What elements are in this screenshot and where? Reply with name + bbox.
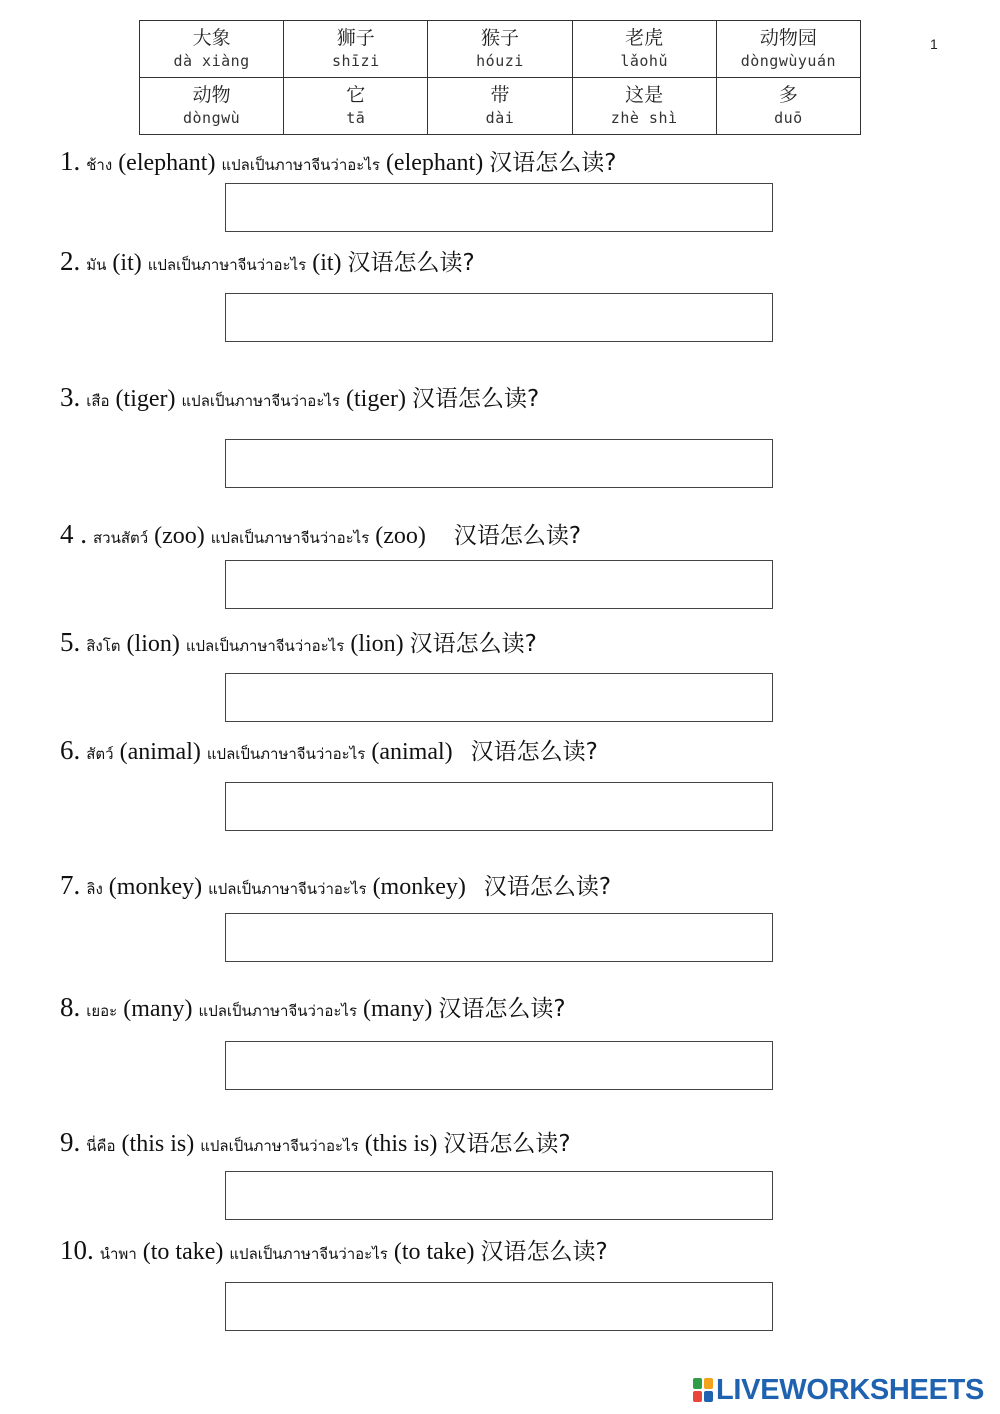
question-english-word: (it): [112, 250, 142, 276]
vocabulary-table: [139, 20, 861, 135]
question-thai-instruction: แปลเป็นภาษาจีนว่าอะไร: [221, 156, 380, 174]
answer-input-10[interactable]: [225, 1282, 773, 1331]
vocab-pinyin: shīzi: [331, 52, 380, 70]
question-chinese-instruction: 汉语怎么读?: [483, 874, 612, 900]
question-english-repeat: (elephant): [385, 150, 484, 176]
question-thai-instruction: แปลเป็นภาษาจีนว่าอะไร: [185, 637, 345, 655]
question-number: 9.: [60, 1127, 81, 1157]
question-4-prompt: [60, 517, 581, 550]
question-english-word: (this is): [121, 1131, 195, 1157]
answer-input-7[interactable]: [225, 913, 773, 962]
vocab-cell: [284, 21, 428, 78]
vocab-cell: [284, 78, 428, 135]
answer-input-6[interactable]: [225, 782, 773, 831]
vocab-cell: [140, 78, 284, 135]
vocab-hanzi: 带: [490, 84, 510, 106]
answer-input-9[interactable]: [225, 1171, 773, 1220]
vocab-cell: [428, 21, 572, 78]
liveworksheets-logo-icon: [693, 1378, 713, 1402]
vocab-cell: [716, 21, 860, 78]
vocab-cell: [716, 78, 860, 135]
question-thai-word: ลิง: [86, 880, 103, 898]
question-number: 6.: [60, 735, 81, 765]
question-thai-instruction: แปลเป็นภาษาจีนว่าอะไร: [206, 745, 366, 763]
answer-input-8[interactable]: [225, 1041, 773, 1090]
question-number: 3.: [60, 382, 81, 412]
answer-input-1[interactable]: [225, 183, 773, 232]
question-number: 8.: [60, 992, 81, 1022]
vocab-pinyin: tā: [346, 109, 366, 127]
question-thai-word: เยอะ: [86, 1002, 118, 1020]
question-english-repeat: (to take): [393, 1239, 475, 1265]
question-english-word: (animal): [119, 739, 201, 765]
question-number: 7.: [60, 870, 81, 900]
question-number: 4 .: [60, 519, 87, 549]
question-number: 5.: [60, 627, 81, 657]
question-chinese-instruction: 汉语怎么读?: [409, 631, 537, 657]
question-5-prompt: [60, 625, 537, 658]
vocab-hanzi: 这是: [625, 84, 664, 106]
question-english-repeat: (monkey): [372, 874, 466, 900]
vocab-hanzi: 大象: [192, 27, 231, 49]
question-english-repeat: (tiger): [345, 386, 406, 412]
vocab-pinyin: lǎohǔ: [620, 52, 668, 70]
question-thai-word: ช้าง: [86, 156, 113, 174]
question-chinese-instruction: 汉语怎么读?: [480, 1239, 608, 1265]
vocab-hanzi: 多: [778, 84, 798, 106]
vocab-cell: [140, 21, 284, 78]
question-9-prompt: [60, 1125, 571, 1158]
vocab-pinyin: dòngwù: [183, 109, 241, 127]
question-thai-word: เสือ: [86, 392, 110, 410]
answer-input-2[interactable]: [225, 293, 773, 342]
question-english-repeat: (many): [363, 996, 433, 1022]
question-thai-word: มัน: [86, 256, 107, 274]
answer-input-3[interactable]: [225, 439, 773, 488]
vocab-pinyin: zhè shì: [610, 109, 678, 127]
vocab-hanzi: 老虎: [625, 27, 664, 49]
vocab-cell: [428, 78, 572, 135]
question-english-repeat: (lion): [350, 631, 404, 657]
question-english-word: (to take): [142, 1239, 224, 1265]
question-english-repeat: (animal): [371, 739, 453, 765]
question-thai-instruction: แปลเป็นภาษาจีนว่าอะไร: [200, 1137, 359, 1155]
vocab-pinyin: hóuzi: [476, 52, 524, 70]
question-number: 2.: [60, 246, 81, 276]
question-thai-word: นำพา: [99, 1245, 137, 1263]
question-6-prompt: [60, 733, 598, 766]
vocab-hanzi: 动物园: [759, 27, 817, 49]
vocab-pinyin: dà xiàng: [173, 52, 250, 70]
question-number: 1.: [60, 146, 81, 176]
question-chinese-instruction: 汉语怎么读?: [489, 150, 617, 176]
question-english-repeat: (zoo): [375, 523, 426, 549]
vocab-cell: [572, 21, 716, 78]
question-7-prompt: [60, 868, 611, 901]
vocab-pinyin: dài: [485, 109, 515, 127]
question-thai-instruction: แปลเป็นภาษาจีนว่าอะไร: [229, 1245, 388, 1263]
question-thai-instruction: แปลเป็นภาษาจีนว่าอะไร: [198, 1002, 358, 1020]
question-chinese-instruction: 汉语怎么读?: [470, 739, 598, 765]
answer-input-5[interactable]: [225, 673, 773, 722]
question-2-prompt: [60, 244, 475, 277]
question-chinese-instruction: 汉语怎么读?: [438, 996, 566, 1022]
question-english-word: (zoo): [154, 523, 205, 549]
question-thai-word: สวนสัตว์: [93, 529, 149, 547]
vocab-hanzi: 狮子: [336, 27, 375, 49]
question-3-prompt: [60, 380, 539, 413]
question-english-repeat: (this is): [364, 1131, 438, 1157]
question-english-repeat: (it): [312, 250, 342, 276]
liveworksheets-brand[interactable]: [693, 1373, 984, 1407]
vocab-cell: [572, 78, 716, 135]
question-english-word: (many): [123, 996, 193, 1022]
question-english-word: (lion): [126, 631, 180, 657]
vocab-hanzi: 猴子: [480, 27, 519, 49]
question-thai-word: สิงโต: [86, 637, 121, 655]
vocab-pinyin: duō: [774, 109, 803, 127]
liveworksheets-wordmark: LIVEWORKSHEETS: [716, 1373, 985, 1406]
question-chinese-instruction: 汉语怎么读?: [411, 386, 540, 412]
question-thai-instruction: แปลเป็นภาษาจีนว่าอะไร: [208, 880, 367, 898]
vocab-hanzi: 动物: [192, 84, 231, 106]
vocab-hanzi: 它: [346, 84, 366, 106]
question-english-word: (tiger): [115, 386, 176, 412]
question-number: 10.: [60, 1235, 94, 1265]
question-thai-instruction: แปลเป็นภาษาจีนว่าอะไร: [210, 529, 370, 547]
question-thai-word: สัตว์: [86, 745, 114, 763]
question-thai-instruction: แปลเป็นภาษาจีนว่าอะไร: [147, 256, 307, 274]
page-number: 1: [930, 36, 938, 52]
question-thai-word: นี่คือ: [86, 1137, 116, 1155]
question-10-prompt: [60, 1233, 608, 1266]
question-thai-instruction: แปลเป็นภาษาจีนว่าอะไร: [181, 392, 340, 410]
vocab-row: [140, 21, 861, 78]
question-chinese-instruction: 汉语怎么读?: [347, 250, 475, 276]
vocab-row: [140, 78, 861, 135]
question-english-word: (elephant): [118, 150, 216, 176]
question-1-prompt: [60, 144, 616, 177]
answer-input-4[interactable]: [225, 560, 773, 609]
question-chinese-instruction: 汉语怎么读?: [453, 523, 582, 549]
question-chinese-instruction: 汉语怎么读?: [443, 1131, 571, 1157]
vocab-pinyin: dòngwùyuán: [740, 52, 837, 70]
question-english-word: (monkey): [108, 874, 203, 900]
question-8-prompt: [60, 990, 566, 1023]
